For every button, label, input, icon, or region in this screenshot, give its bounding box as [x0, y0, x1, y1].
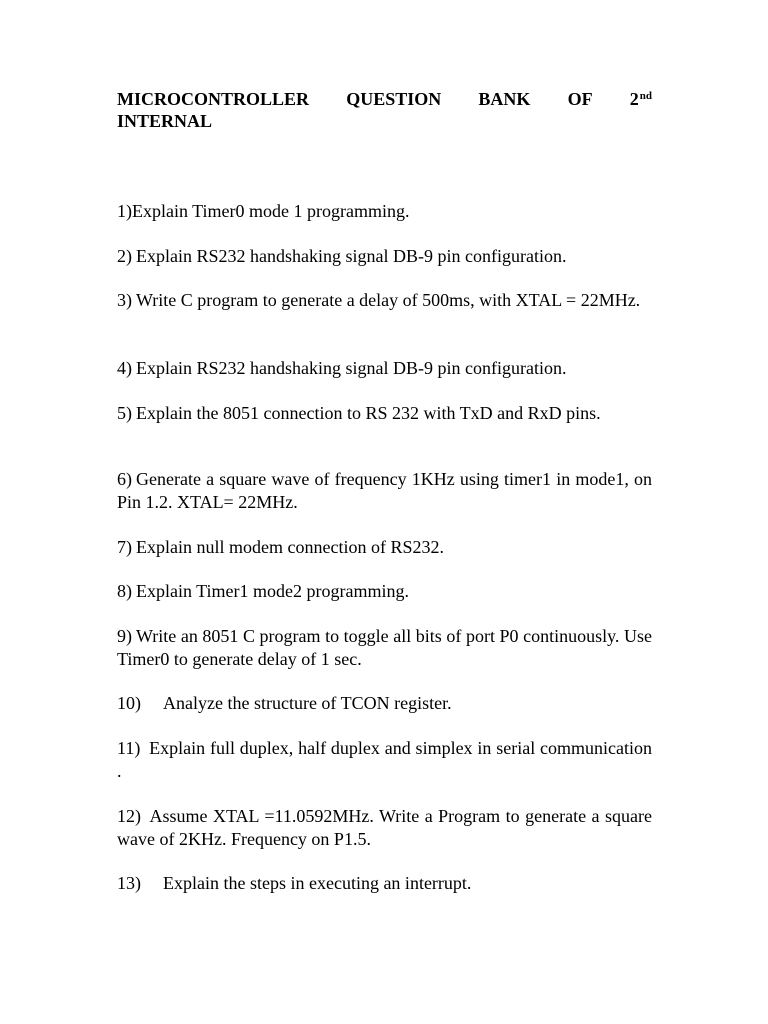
question-item — [117, 289, 652, 312]
question-item — [117, 468, 652, 513]
question-text: Explain RS232 handshaking signal DB-9 pin configuration. — [136, 246, 567, 266]
question-number: 3) — [117, 290, 132, 310]
title-ordinal-suffix: nd — [639, 90, 652, 102]
question-text: Explain null modem connection of RS232. — [136, 537, 444, 557]
question-number: 10) — [117, 693, 141, 713]
question-number: 8) — [117, 581, 132, 601]
question-number: 13) — [117, 873, 141, 893]
page-title — [117, 88, 652, 132]
title-word: MICROCONTROLLER — [117, 89, 310, 109]
question-item — [117, 580, 652, 603]
question-number: 9) — [117, 626, 132, 646]
question-text: Write C program to generate a delay of 500ms, with XTAL = 22MHz. — [136, 290, 641, 310]
question-number: 2) — [117, 246, 132, 266]
title-word: QUESTION — [346, 89, 442, 109]
question-number: 1) — [117, 201, 132, 221]
title-ordinal-number: 2 — [629, 89, 639, 109]
question-item — [117, 692, 652, 715]
title-word: BANK — [478, 89, 531, 109]
question-item — [117, 402, 652, 425]
title-line-2: INTERNAL — [117, 111, 213, 131]
question-item — [117, 737, 652, 782]
question-text: Assume XTAL =11.0592MHz. Write a Program to generate a square wave of 2KHz. Frequency on P1.5. — [117, 806, 652, 849]
question-number: 4) — [117, 358, 132, 378]
question-item — [117, 625, 652, 670]
question-text: Explain Timer1 mode2 programming. — [136, 581, 409, 601]
title-line-1 — [117, 88, 652, 110]
question-text: Explain the 8051 connection to RS 232 with TxD and RxD pins. — [136, 403, 601, 423]
title-word-ordinal — [630, 88, 652, 110]
question-number: 12) — [117, 806, 141, 826]
question-text: Explain full duplex, half duplex and simplex in serial communication . — [117, 738, 652, 781]
question-item — [117, 357, 652, 380]
title-word: OF — [567, 89, 593, 109]
question-text: Analyze the structure of TCON register. — [163, 693, 452, 713]
question-number: 7) — [117, 537, 132, 557]
question-number: 11) — [117, 738, 141, 758]
question-item — [117, 872, 652, 895]
question-number: 5) — [117, 403, 132, 423]
question-item — [117, 536, 652, 559]
question-text: Generate a square wave of frequency 1KHz using timer1 in mode1, on Pin 1.2. XTAL= 22MHz. — [117, 469, 652, 512]
question-text: Explain Timer0 mode 1 programming. — [132, 201, 410, 221]
question-item — [117, 200, 652, 223]
question-text: Explain the steps in executing an interrupt. — [163, 873, 472, 893]
question-item — [117, 245, 652, 268]
question-text: Explain RS232 handshaking signal DB-9 pin configuration. — [136, 358, 567, 378]
question-number: 6) — [117, 469, 132, 489]
question-item — [117, 805, 652, 850]
question-text: Write an 8051 C program to toggle all bits of port P0 continuously. Use Timer0 to generate delay of 1 sec. — [117, 626, 652, 669]
